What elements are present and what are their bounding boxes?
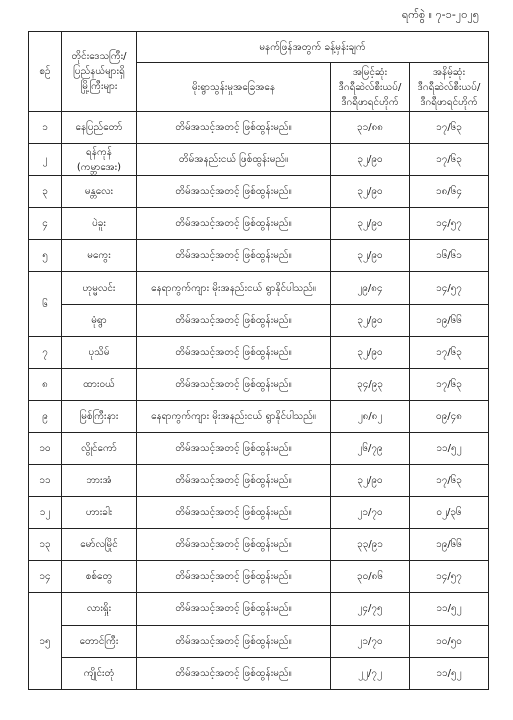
row-number: ၁၄ bbox=[29, 561, 62, 593]
city-name: ပုသိမ် bbox=[62, 336, 137, 368]
header-forecast: မနက်ဖြန်အတွက် ခန့်မှန်းချက် bbox=[137, 32, 489, 63]
min-temperature: ၁၈/၆၄ bbox=[410, 176, 489, 208]
city-name: မြစ်ကြီးနား bbox=[62, 400, 137, 432]
max-temperature: ၂၆/၇၉ bbox=[331, 432, 410, 464]
table-row bbox=[29, 593, 489, 625]
min-temperature: ၁၇/၆၃ bbox=[410, 112, 489, 144]
min-temperature: ၁၇/၆၃ bbox=[410, 336, 489, 368]
min-temperature: ၁၇/၆၃ bbox=[410, 465, 489, 497]
max-temperature: ၂၄/၇၅ bbox=[331, 593, 410, 625]
header-serial: စဉ် bbox=[29, 32, 62, 112]
city-name: နေပြည်တော် bbox=[62, 112, 137, 144]
row-number: ၁၀ bbox=[29, 432, 62, 464]
min-temperature: ၁၇/၆၃ bbox=[410, 144, 489, 176]
city-name: ကျိုင်းတုံ bbox=[62, 657, 137, 689]
weather-condition: တိမ်အသင့်အတင့် ဖြစ်ထွန်းမည်။ bbox=[137, 561, 331, 593]
row-number: ၆ bbox=[29, 272, 62, 336]
weather-condition: တိမ်အသင့်အတင့် ဖြစ်ထွန်းမည်။ bbox=[137, 304, 331, 336]
max-temperature: ၃၂/၉၀ bbox=[331, 465, 410, 497]
weather-condition: တိမ်အသင့်အတင့် ဖြစ်ထွန်းမည်။ bbox=[137, 432, 331, 464]
weather-condition: တိမ်အသင့်အတင့် ဖြစ်ထွန်းမည်။ bbox=[137, 176, 331, 208]
max-temperature: ၃၂/၉၀ bbox=[331, 208, 410, 240]
table-row bbox=[29, 336, 489, 368]
max-temperature: ၂၉/၈၄ bbox=[331, 272, 410, 304]
max-temperature: ၃၂/၉၀ bbox=[331, 144, 410, 176]
table-row bbox=[29, 625, 489, 657]
header-max-temp: အမြင့်ဆုံး ဒီဂရီဆဲလ်စီးယပ်/ ဒီဂရီဖာရင်ဟိုက် bbox=[331, 63, 410, 112]
table-row bbox=[29, 529, 489, 561]
weather-forecast-table bbox=[28, 31, 489, 690]
weather-condition: တိမ်အသင့်အတင့် ဖြစ်ထွန်းမည်။ bbox=[137, 336, 331, 368]
row-number: ၁၂ bbox=[29, 497, 62, 529]
row-number: ၁၅ bbox=[29, 593, 62, 689]
table-row bbox=[29, 176, 489, 208]
table-row bbox=[29, 561, 489, 593]
table-row bbox=[29, 368, 489, 400]
max-temperature: ၃၃/၉၁ bbox=[331, 529, 410, 561]
max-temperature: ၃၂/၉၀ bbox=[331, 304, 410, 336]
max-temperature: ၂၁/၇၀ bbox=[331, 497, 410, 529]
city-name: ပဲခူး bbox=[62, 208, 137, 240]
city-name: ဟုမ္မလင်း bbox=[62, 272, 137, 304]
max-temperature: ၃၂/၉၀ bbox=[331, 336, 410, 368]
weather-condition: တိမ်အသင့်အတင့် ဖြစ်ထွန်းမည်။ bbox=[137, 240, 331, 272]
header-weather: မိုးရွာသွန်းမှုအခြေအနေ bbox=[137, 63, 331, 112]
city-name: တောင်ကြီး bbox=[62, 625, 137, 657]
city-name: ရန်ကုန် (ကမ္ဘာအေး) bbox=[62, 144, 137, 176]
min-temperature: ၁၄/၅၇ bbox=[410, 272, 489, 304]
weather-condition: တိမ်အသင့်အတင့် ဖြစ်ထွန်းမည်။ bbox=[137, 112, 331, 144]
max-temperature: ၃၄/၉၃ bbox=[331, 368, 410, 400]
header-min-temp: အနိမ့်ဆုံး ဒီဂရီဆဲလ်စီးယပ်/ ဒီဂရီဖာရင်ဟိုက် bbox=[410, 63, 489, 112]
min-temperature: ၁၁/၅၂ bbox=[410, 657, 489, 689]
min-temperature: ၀၂/၃၆ bbox=[410, 497, 489, 529]
min-temperature: ၁၁/၅၂ bbox=[410, 593, 489, 625]
table-row bbox=[29, 497, 489, 529]
min-temperature: ၁၄/၅၇ bbox=[410, 561, 489, 593]
weather-condition: တိမ်အသင့်အတင့် ဖြစ်ထွန်းမည်။ bbox=[137, 593, 331, 625]
min-temperature: ၁၉/၆၆ bbox=[410, 304, 489, 336]
city-name: မန္တလေး bbox=[62, 176, 137, 208]
row-number: ၁၁ bbox=[29, 465, 62, 497]
weather-condition: တိမ်အသင့်အတင့် ဖြစ်ထွန်းမည်။ bbox=[137, 368, 331, 400]
row-number: ၈ bbox=[29, 368, 62, 400]
table-row bbox=[29, 112, 489, 144]
city-name: မကွေး bbox=[62, 240, 137, 272]
table-row bbox=[29, 144, 489, 176]
min-temperature: ၁၆/၆၁ bbox=[410, 240, 489, 272]
city-name: ဘားအံ bbox=[62, 465, 137, 497]
max-temperature: ၂၁/၇၀ bbox=[331, 625, 410, 657]
weather-condition: တိမ်အသင့်အတင့် ဖြစ်ထွန်းမည်။ bbox=[137, 529, 331, 561]
row-number: ၃ bbox=[29, 176, 62, 208]
table-row bbox=[29, 272, 489, 304]
row-number: ၉ bbox=[29, 400, 62, 432]
weather-condition: နေရာကွက်ကျား မိုးအနည်းငယ် ရွာနိုင်ပါသည်။ bbox=[137, 272, 331, 304]
row-number: ၂ bbox=[29, 144, 62, 176]
city-name: မုံရွာ bbox=[62, 304, 137, 336]
row-number: ၅ bbox=[29, 240, 62, 272]
city-name: မော်လမြိုင် bbox=[62, 529, 137, 561]
min-temperature: ၁၉/၆၆ bbox=[410, 529, 489, 561]
table-row bbox=[29, 400, 489, 432]
weather-condition: တိမ်အသင့်အတင့် ဖြစ်ထွန်းမည်။ bbox=[137, 208, 331, 240]
table-row bbox=[29, 304, 489, 336]
weather-condition: တိမ်အသင့်အတင့် ဖြစ်ထွန်းမည်။ bbox=[137, 657, 331, 689]
max-temperature: ၃၁/၈၈ bbox=[331, 112, 410, 144]
city-name: လွိုင်ကော် bbox=[62, 432, 137, 464]
row-number: ၁ bbox=[29, 112, 62, 144]
table-row bbox=[29, 657, 489, 689]
document-date: ရက်စွဲ ။ ၇-၁-၂၀၂၅ bbox=[401, 8, 479, 21]
min-temperature: ၁၇/၆၃ bbox=[410, 368, 489, 400]
table-row bbox=[29, 208, 489, 240]
weather-condition: တိမ်အသင့်အတင့် ဖြစ်ထွန်းမည်။ bbox=[137, 465, 331, 497]
weather-condition: တိမ်အသင့်အတင့် ဖြစ်ထွန်းမည်။ bbox=[137, 625, 331, 657]
city-name: လားရှိုး bbox=[62, 593, 137, 625]
header-city: တိုင်းဒေသကြီး/ ပြည်နယ်များရှိ မြို့ကြီးများ bbox=[62, 32, 137, 112]
weather-condition: တိမ်အသင့်အတင့် ဖြစ်ထွန်းမည်။ bbox=[137, 497, 331, 529]
min-temperature: ၀၉/၄၈ bbox=[410, 400, 489, 432]
max-temperature: ၃၂/၉၀ bbox=[331, 176, 410, 208]
min-temperature: ၁၀/၅၀ bbox=[410, 625, 489, 657]
table-row bbox=[29, 240, 489, 272]
row-number: ၄ bbox=[29, 208, 62, 240]
max-temperature: ၂၈/၈၂ bbox=[331, 400, 410, 432]
city-name: ဟားခါး bbox=[62, 497, 137, 529]
table-row bbox=[29, 465, 489, 497]
min-temperature: ၁၄/၅၇ bbox=[410, 208, 489, 240]
row-number: ၇ bbox=[29, 336, 62, 368]
max-temperature: ၃၂/၉၀ bbox=[331, 240, 410, 272]
weather-condition: တိမ်အနည်းငယ် ဖြစ်ထွန်းမည်။ bbox=[137, 144, 331, 176]
table-row bbox=[29, 432, 489, 464]
city-name: စစ်တွေ bbox=[62, 561, 137, 593]
row-number: ၁၃ bbox=[29, 529, 62, 561]
max-temperature: ၃၀/၈၆ bbox=[331, 561, 410, 593]
city-name: ထားဝယ် bbox=[62, 368, 137, 400]
min-temperature: ၁၁/၅၂ bbox=[410, 432, 489, 464]
weather-condition: နေရာကွက်ကျား မိုးအနည်းငယ် ရွာနိုင်ပါသည်။ bbox=[137, 400, 331, 432]
max-temperature: ၂၂/၇၂ bbox=[331, 657, 410, 689]
